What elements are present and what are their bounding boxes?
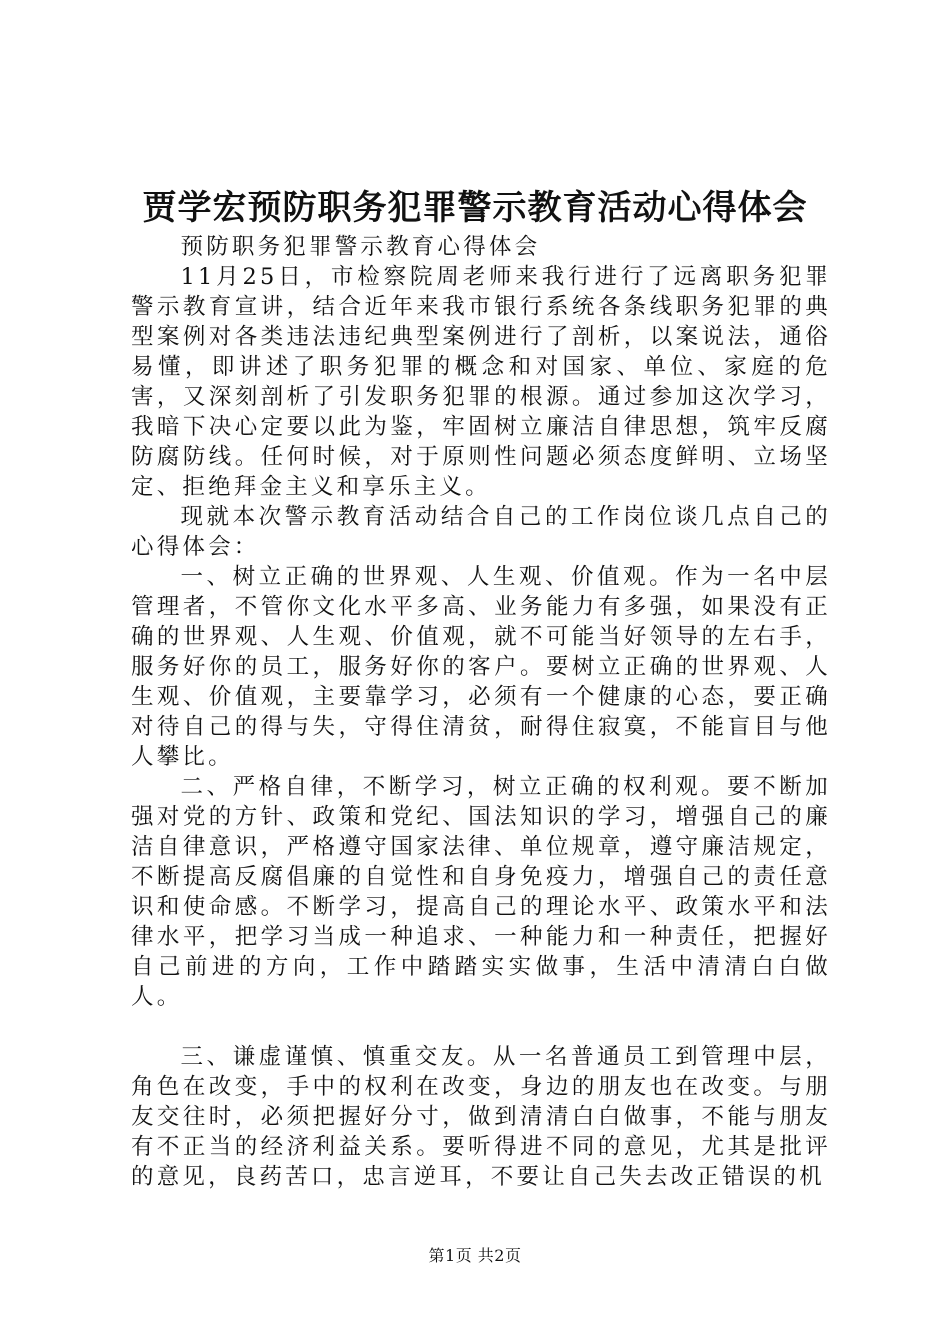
paragraph: 三、谦虚谨慎、慎重交友。从一名普通员工到管理中层，角色在改变，手中的权利在改变，身边的朋友也在改变。与朋友交往时，必须把握好分寸，做到清清白白做事，不能与朋友有不正当的经济利益关系。要听得进不同的意见，尤其是批评的意见，良药苦口，忠言逆耳，不要让自己失去改正错误的机 — [131, 1044, 831, 1190]
paragraph: 一、树立正确的世界观、人生观、价值观。作为一名中层管理者，不管你文化水平多高、业务能力有多强，如果没有正确的世界观、人生观、价值观，就不可能当好领导的左右手，服务好你的员工，服务好你的客户。要树立正确的世界观、人生观、价值观，主要靠学习，必须有一个健康的心态，要正确对待自己的得与失，守得住清贫，耐得住寂寞，不能盲目与他人攀比。 — [131, 564, 831, 770]
page-number-footer: 第1页 共2页 — [428, 1246, 522, 1265]
paragraph: 现就本次警示教育活动结合自己的工作岗位谈几点自己的心得体会： — [131, 504, 831, 560]
document-body — [131, 232, 831, 1192]
paragraph: 11月25日，市检察院周老师来我行进行了远离职务犯罪警示教育宣讲，结合近年来我市银行系统各条线职务犯罪的典型案例对各类违法违纪典型案例进行了剖析，以案说法，通俗易懂，即讲述了职务犯罪的概念和对国家、单位、家庭的危害，又深刻剖析了引发职务犯罪的根源。通过参加这次学习，我暗下决心定要以此为鉴，牢固树立廉洁自律思想，筑牢反腐防腐防线。任何时候，对于原则性问题必须态度鲜明、立场坚定、拒绝拜金主义和享乐主义。 — [131, 264, 831, 500]
document-subtitle: 预防职务犯罪警示教育心得体会 — [180, 234, 541, 260]
paragraph: 二、严格自律，不断学习，树立正确的权利观。要不断加强对党的方针、政策和党纪、国法知识的学习，增强自己的廉洁自律意识，严格遵守国家法律、单位规章，遵守廉洁规定，不断提高反腐倡廉的自觉性和自身免疫力，增强自己的责任意识和使命感。不断学习，提高自己的理论水平、政策水平和法律水平，把学习当成一种追求、一种能力和一种责任，把握好自己前进的方向，工作中踏踏实实做事，生活中清清白白做人。 — [131, 774, 831, 1010]
document-title: 贾学宏预防职务犯罪警示教育活动心得体会 — [142, 188, 808, 228]
paragraph-spacer — [131, 1012, 831, 1042]
